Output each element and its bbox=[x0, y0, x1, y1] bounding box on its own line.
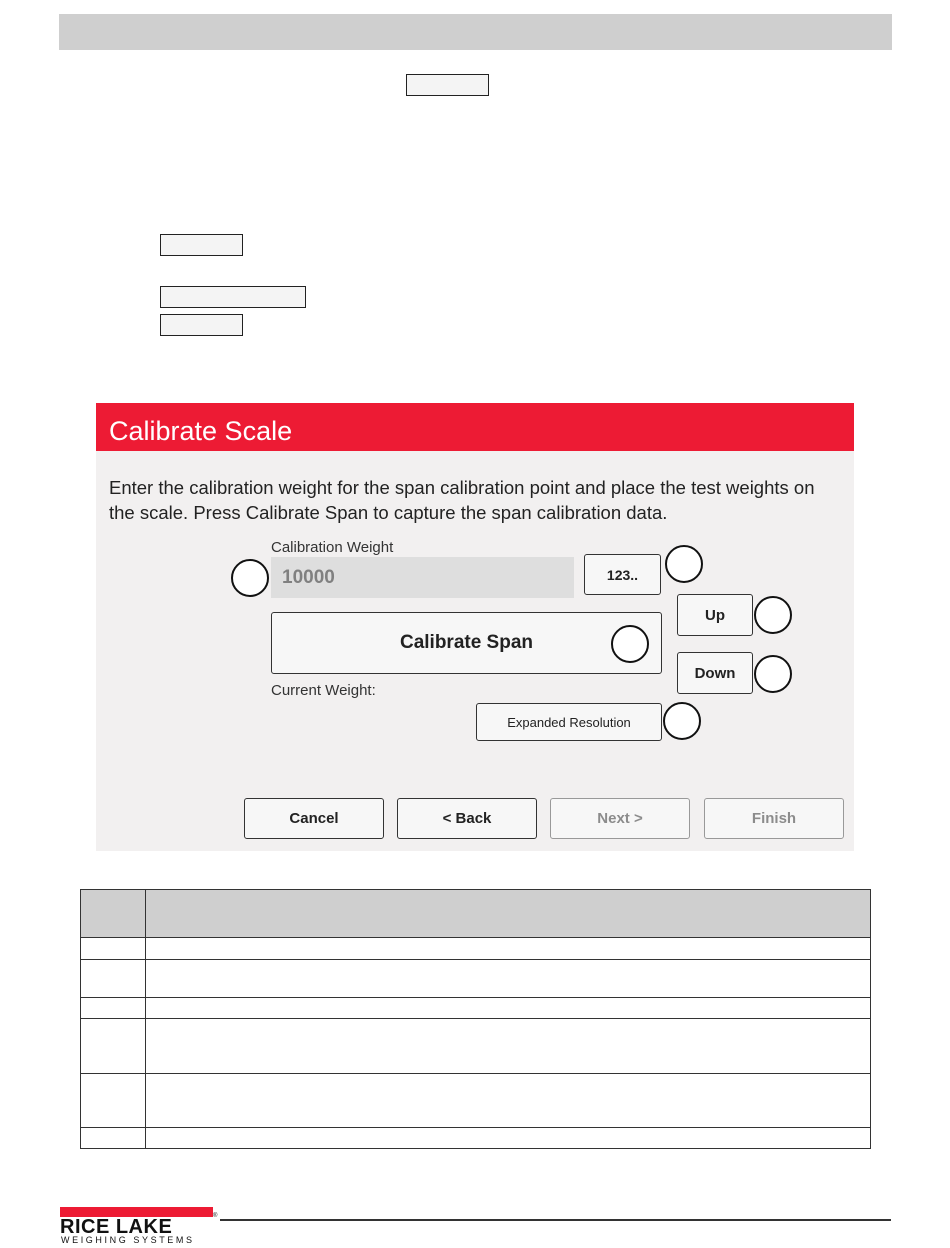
screen-title: Calibrate Scale bbox=[109, 416, 293, 446]
key-box bbox=[160, 234, 243, 256]
back-button[interactable]: < Back bbox=[397, 798, 537, 839]
expanded-resolution-button[interactable]: Expanded Resolution bbox=[476, 703, 662, 741]
callout-circle bbox=[231, 559, 269, 597]
callout-circle bbox=[663, 702, 701, 740]
callout-circle bbox=[611, 625, 649, 663]
table-row-divider bbox=[80, 937, 871, 938]
cancel-button[interactable]: Cancel bbox=[244, 798, 384, 839]
screen-title-bar bbox=[96, 403, 854, 451]
table-border bbox=[870, 889, 871, 1149]
table-row-divider bbox=[80, 1073, 871, 1074]
table-row-divider bbox=[80, 1127, 871, 1128]
table-row-divider bbox=[80, 959, 871, 960]
logo-registered-mark: ® bbox=[213, 1213, 218, 1219]
logo-wordmark: RICE LAKE bbox=[60, 1216, 173, 1238]
table-row-divider bbox=[80, 1018, 871, 1019]
instructions-text: Enter the calibration weight for the span calibration point and place the test weights on the scale. Press Calibrate Span to capture the span calibration data. bbox=[109, 477, 815, 523]
callout-circle bbox=[665, 545, 703, 583]
down-button[interactable]: Down bbox=[677, 652, 753, 694]
calibration-weight-label: Calibration Weight bbox=[271, 539, 394, 556]
finish-button[interactable]: Finish bbox=[704, 798, 844, 839]
callout-circle bbox=[754, 655, 792, 693]
page-header-band bbox=[59, 14, 892, 50]
up-button[interactable]: Up bbox=[677, 594, 753, 636]
table-border bbox=[80, 1148, 871, 1149]
calibrate-span-button[interactable]: Calibrate Span bbox=[271, 612, 662, 674]
current-weight-label: Current Weight: bbox=[271, 682, 376, 699]
table-border bbox=[80, 889, 81, 1149]
table-header bbox=[80, 890, 871, 938]
calibration-weight-input[interactable] bbox=[271, 557, 574, 598]
table-row-divider bbox=[80, 997, 871, 998]
keypad-button[interactable]: 123.. bbox=[584, 554, 661, 595]
next-button[interactable]: Next > bbox=[550, 798, 690, 839]
table-border bbox=[80, 889, 871, 890]
callout-circle bbox=[754, 596, 792, 634]
footer-rule bbox=[220, 1219, 891, 1221]
key-box bbox=[160, 314, 243, 336]
key-box bbox=[160, 286, 306, 308]
key-box bbox=[406, 74, 489, 96]
calibrate-scale-screen bbox=[96, 403, 854, 851]
logo-subtitle: WEIGHING SYSTEMS bbox=[61, 1235, 195, 1245]
table-column-divider bbox=[145, 889, 146, 1149]
